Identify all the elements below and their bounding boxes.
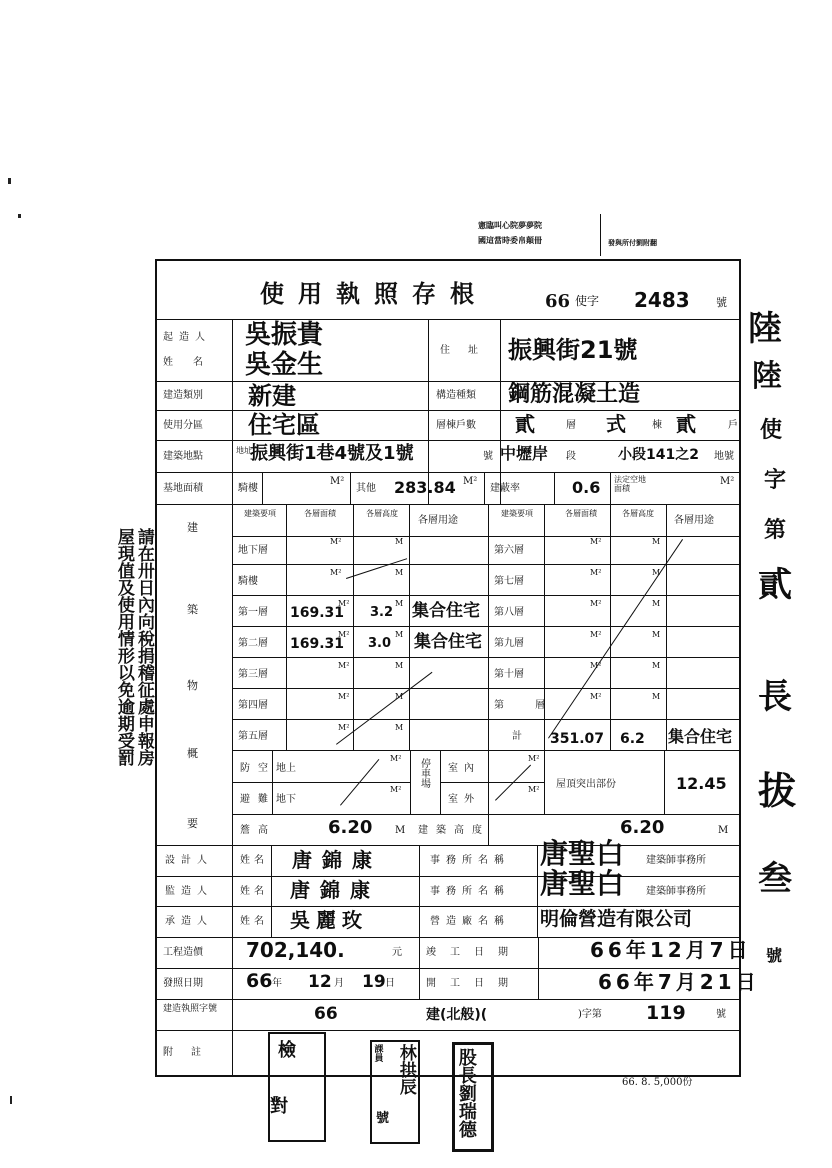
permit-label: 建造執照字號 — [163, 1004, 218, 1014]
supervisor-name-label: 姓名 — [240, 886, 268, 897]
right-margin-char-4: 字 — [764, 468, 787, 493]
right-row-name-3: 第九層 — [494, 638, 524, 649]
eave-height-label: 簷高 — [240, 825, 276, 836]
land-area-label: 基地面積 — [163, 483, 203, 494]
left-unit-height-1: M — [395, 568, 404, 577]
shelter-unit-2: M² — [390, 785, 402, 794]
header-left-height: 各層高度 — [366, 509, 398, 518]
summary-char-5: 要 — [187, 817, 198, 830]
summary-char-3: 物 — [187, 679, 198, 692]
right-unit-height-1: M — [652, 568, 661, 577]
stamp-divider — [600, 214, 601, 256]
header-left-area: 各層面積 — [304, 509, 336, 518]
right-unit-area-1: M² — [590, 568, 602, 577]
right-margin-char-10: 號 — [766, 946, 783, 965]
left-unit-height-5: M — [395, 692, 404, 701]
left-unit-height-2: M — [395, 599, 404, 608]
building-height-unit: M — [718, 825, 729, 836]
right-margin-char-8: 拔 — [758, 769, 797, 813]
shelter-above: 地上 — [276, 763, 296, 774]
right-margin-char-3: 使 — [760, 418, 783, 443]
parking-outdoor: 室外 — [448, 794, 480, 805]
scan-speck-2 — [18, 214, 21, 218]
right-row-height-6: 6.2 — [620, 731, 645, 747]
permit-char: )字第 — [578, 1009, 602, 1020]
left-unit-area-2: M² — [338, 599, 350, 608]
left-row-name-4: 第三層 — [238, 669, 268, 680]
other-label: 其他 — [356, 483, 376, 494]
header-char-label: 使字 — [575, 294, 600, 308]
structure-value: 鋼筋混凝土造 — [508, 382, 641, 407]
left-row-area-3: 169.31 — [290, 636, 345, 652]
start-value: 66年7月21日 — [598, 970, 760, 994]
floors-unit-2: 棟 — [652, 420, 662, 431]
name-stamp-text: 林拱辰 — [395, 1044, 416, 1095]
name-stamp-number-label: 號 — [376, 1111, 390, 1126]
address-value: 振興街21號 — [508, 336, 638, 364]
right-margin-char-6: 貳 — [758, 565, 792, 605]
parking-unit-2: M² — [528, 785, 540, 794]
right-unit-area-0: M² — [590, 537, 602, 546]
completion-label: 竣工日期 — [426, 947, 522, 958]
floors-value-2: 式 — [606, 412, 626, 436]
right-margin-char-2: 陸 — [752, 359, 782, 394]
right-row-name-4: 第十層 — [494, 669, 524, 680]
stamp-line-3: 發與所付劉附翻 — [608, 238, 657, 247]
designer-name: 唐錦康 — [292, 848, 382, 872]
floors-label: 層棟戶數 — [436, 420, 476, 431]
left-unit-height-4: M — [395, 661, 404, 670]
completion-value: 66年12月7日 — [590, 938, 752, 962]
site-section: 中壢岸 — [500, 444, 549, 463]
left-row-name-0: 地下層 — [238, 545, 268, 556]
applicant-label-1: 起造人 — [163, 332, 211, 343]
left-unit-area-6: M² — [338, 723, 350, 732]
structure-label: 構造種類 — [436, 390, 476, 401]
right-row-name-0: 第六層 — [494, 545, 524, 556]
arcade-label: 騎樓 — [238, 483, 258, 494]
side-note-right: 請在卅日內向稅捐稽征處申報房 — [133, 528, 154, 766]
scan-speck-1 — [8, 178, 11, 184]
building-height-value: 6.20 — [620, 817, 665, 838]
header-year: 66 — [545, 291, 571, 312]
name-stamp-prefix: 課員 — [372, 1044, 383, 1062]
left-unit-area-5: M² — [338, 692, 350, 701]
open-space-unit: M² — [720, 476, 735, 487]
left-unit-area-4: M² — [338, 661, 350, 670]
applicant-label-2: 姓名 — [163, 357, 223, 368]
supervisor-role: 監造人 — [165, 886, 213, 897]
left-row-use-3: 集合住宅 — [414, 632, 482, 652]
designer-office-suffix: 建築師事務所 — [646, 855, 706, 866]
header-right-use: 各層用途 — [674, 515, 714, 526]
side-note-left: 屋現值及使用情形以免逾期受罰 — [113, 528, 134, 766]
building-height-label: 建築高度 — [418, 825, 490, 836]
left-row-use-2: 集合住宅 — [412, 601, 480, 621]
designer-role: 設計人 — [165, 855, 213, 866]
other-unit: M² — [463, 476, 478, 487]
right-unit-area-2: M² — [590, 599, 602, 608]
floors-value-1: 貳 — [515, 412, 535, 436]
right-unit-height-3: M — [652, 630, 661, 639]
header-left-item: 建築要項 — [244, 509, 276, 518]
verify-stamp-text: 對 — [270, 1096, 288, 1117]
right-row-name-6: 計 — [512, 731, 522, 742]
open-space-label: 法定空地面積 — [614, 475, 646, 493]
parking-unit-1: M² — [528, 754, 540, 763]
shelter-below: 地下 — [276, 794, 296, 805]
right-row-name-1: 第七層 — [494, 576, 524, 587]
right-margin-char-1: 陸 — [748, 309, 782, 349]
right-margin-char-5: 第 — [764, 518, 787, 543]
right-unit-area-3: M² — [590, 630, 602, 639]
designer-name-label: 姓名 — [240, 855, 268, 866]
section-chief-seal-text: 股長劉瑞德 — [455, 1048, 477, 1138]
permit-number: 119 — [646, 1002, 686, 1024]
left-row-name-2: 第一層 — [238, 607, 268, 618]
site-land-label: 地號 — [714, 451, 734, 462]
left-unit-area-1: M² — [330, 568, 342, 577]
right-unit-height-2: M — [652, 599, 661, 608]
shelter-unit-1: M² — [390, 754, 402, 763]
address-label: 住址 — [440, 345, 496, 356]
parking-indoor: 室內 — [448, 763, 480, 774]
shelter-label-2: 避難 — [240, 794, 276, 805]
left-unit-height-3: M — [395, 630, 404, 639]
contractor-name: 吳麗玫 — [290, 908, 368, 932]
left-row-name-6: 第五層 — [238, 731, 268, 742]
left-row-name-3: 第二層 — [238, 638, 268, 649]
permit-suffix: 號 — [716, 1009, 726, 1020]
left-row-name-5: 第四層 — [238, 700, 268, 711]
header-number: 2483 — [634, 288, 690, 312]
right-row-name-2: 第八層 — [494, 607, 524, 618]
supervisor-office-suffix: 建築師事務所 — [646, 886, 706, 897]
cost-value: 702,140. — [246, 938, 345, 962]
right-row-name-5: 第 層 — [494, 700, 560, 711]
site-sub: 小段141之2 — [618, 447, 699, 463]
site-value: 振興街1巷4號及1號 — [250, 443, 414, 464]
right-unit-area-4: M² — [590, 661, 602, 670]
start-label: 開工日期 — [426, 978, 522, 989]
check-stamp-text: 檢 — [278, 1040, 296, 1061]
right-unit-height-4: M — [652, 661, 661, 670]
contractor-office-label: 營造廠名稱 — [430, 916, 510, 927]
left-row-height-2: 3.2 — [370, 605, 394, 620]
floors-unit-1: 層 — [566, 420, 576, 431]
floors-value-3: 貳 — [676, 412, 696, 436]
form-title: 使用執照存根 — [260, 279, 488, 308]
issue-month-suffix: 月 — [334, 978, 344, 989]
left-unit-height-6: M — [395, 723, 404, 732]
right-row-area-6: 351.07 — [550, 731, 605, 747]
issue-year: 66 — [246, 970, 273, 992]
applicant-name-1: 吳振貴 — [245, 320, 324, 350]
zone-label: 使用分區 — [163, 420, 203, 431]
right-unit-height-0: M — [652, 537, 661, 546]
print-info: 66. 8. 5,000份 — [622, 1077, 693, 1088]
left-row-name-1: 騎樓 — [238, 576, 258, 587]
floors-unit-3: 戶 — [728, 420, 738, 431]
site-number-label: 號 — [483, 451, 493, 462]
contractor-role: 承造人 — [165, 916, 213, 927]
designer-office-value: 唐聖白 — [540, 837, 625, 870]
roof-label: 屋頂突出部份 — [556, 779, 616, 790]
header-right-area: 各層面積 — [565, 509, 597, 518]
issue-day: 19 — [362, 972, 386, 992]
right-margin-char-7: 長 — [758, 677, 792, 717]
header-left-use: 各層用途 — [418, 515, 458, 526]
eave-height-value: 6.20 — [328, 817, 373, 838]
cost-label: 工程造價 — [163, 947, 203, 958]
right-row-use-6: 集合住宅 — [668, 727, 733, 746]
coverage-value: 0.6 — [572, 478, 601, 497]
stamp-line-2: 國這當時委帛顛冊 — [478, 235, 542, 245]
site-label: 建築地點 — [163, 451, 203, 462]
left-row-height-3: 3.0 — [368, 636, 392, 651]
coverage-label: 建蔽率 — [490, 483, 520, 494]
note-label: 附註 — [163, 1047, 219, 1058]
summary-char-4: 概 — [187, 747, 198, 760]
right-margin-char-9: 叁 — [758, 859, 792, 899]
permit-year: 66 — [314, 1004, 338, 1024]
left-unit-area-3: M² — [338, 630, 350, 639]
eave-height-unit: M — [395, 825, 406, 836]
stamp-line-1: 憲臨叫心院夢夢院 — [478, 220, 542, 230]
left-unit-area-0: M² — [330, 537, 342, 546]
contractor-office-value: 明倫營造有限公司 — [540, 908, 693, 930]
arcade-unit: M² — [330, 476, 345, 487]
summary-char-1: 建 — [187, 521, 198, 534]
supervisor-name: 唐錦康 — [290, 878, 380, 902]
right-unit-area-5: M² — [590, 692, 602, 701]
other-value: 283.84 — [394, 478, 456, 497]
zone-value: 住宅區 — [248, 411, 320, 439]
header-right-item: 建築要項 — [501, 509, 533, 518]
header-right-height: 各層高度 — [622, 509, 654, 518]
construction-type-value: 新建 — [248, 382, 296, 410]
construction-type-label: 建造類別 — [163, 390, 203, 401]
issue-label: 發照日期 — [163, 978, 203, 989]
header-number-suffix: 號 — [716, 296, 727, 309]
supervisor-office-label: 事務所名稱 — [430, 886, 510, 897]
contractor-name-label: 姓名 — [240, 916, 268, 927]
parking-label: 停車場 — [418, 758, 430, 788]
site-section-suffix: 段 — [566, 451, 576, 462]
check-stamp — [268, 1032, 326, 1142]
applicant-name-2: 吳金生 — [245, 350, 324, 380]
issue-year-suffix: 年 — [272, 978, 282, 989]
right-unit-height-5: M — [652, 692, 661, 701]
issue-day-suffix: 日 — [385, 978, 395, 989]
shelter-label-1: 防空 — [240, 763, 276, 774]
issue-month: 12 — [308, 972, 332, 992]
roof-value: 12.45 — [676, 774, 727, 793]
supervisor-office-value: 唐聖白 — [540, 867, 625, 900]
left-row-area-2: 169.31 — [290, 605, 345, 621]
site-prefix-label: 地址 — [236, 446, 252, 455]
cost-unit: 元 — [392, 947, 402, 958]
summary-char-2: 築 — [187, 603, 198, 616]
scan-speck-3 — [10, 1096, 12, 1104]
designer-office-label: 事務所名稱 — [430, 855, 510, 866]
left-unit-height-0: M — [395, 537, 404, 546]
permit-middle: 建(北般)( — [426, 1007, 488, 1023]
